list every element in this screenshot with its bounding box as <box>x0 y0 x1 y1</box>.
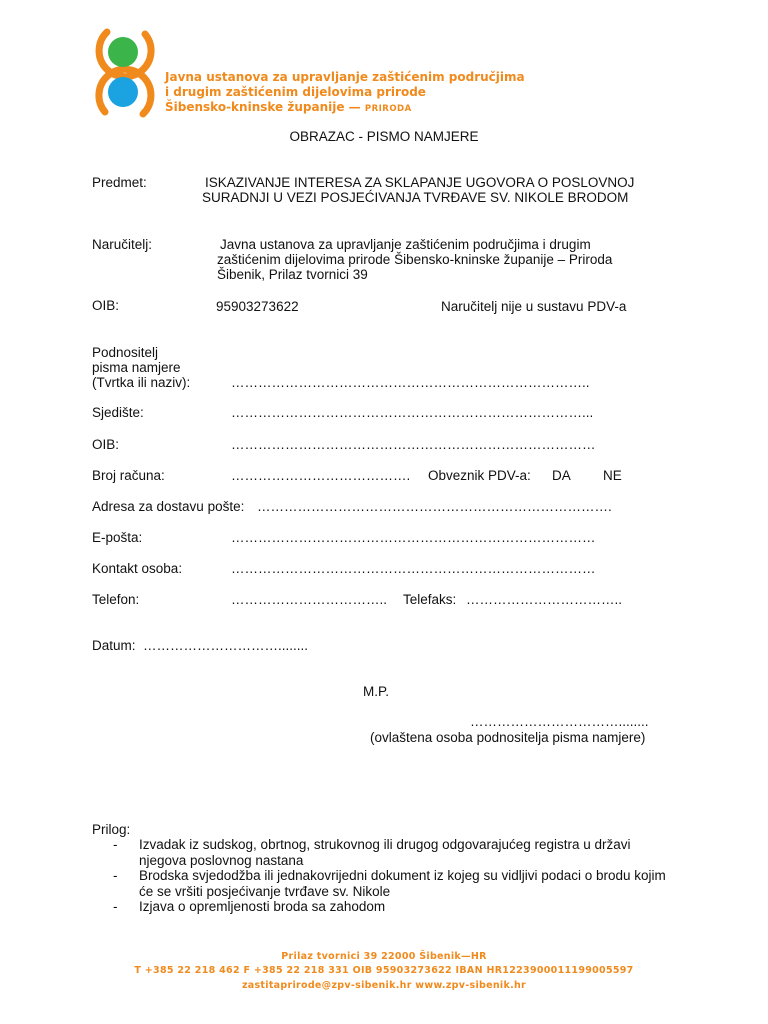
signature-caption: (ovlaštena osoba podnositelja pisma namjere) <box>370 730 646 745</box>
prilog-label: Prilog: <box>92 822 131 837</box>
kontakt-field[interactable]: ……………………………………………………………………… <box>231 561 596 576</box>
podnositelj-label-2: pisma namjere <box>92 360 181 375</box>
podnositelj-oib-label: OIB: <box>92 437 120 452</box>
adresa-label: Adresa za dostavu pošte: <box>92 499 245 514</box>
mp-stamp-label: M.P. <box>363 684 390 699</box>
telefon-field[interactable]: …………………………….. <box>231 592 388 607</box>
obveznik-pdv-label: Obveznik PDV-a: <box>428 468 531 483</box>
footer-address: Prilaz tvornici 39 22000 Šibenik—HR <box>281 951 487 962</box>
podnositelj-field[interactable]: …………………………………………………………………….. <box>231 375 590 390</box>
prilog-item <box>113 837 696 869</box>
narucitelj-line-3: Šibenik, Prilaz tvornici 39 <box>217 267 368 282</box>
footer-web: zastitaprirode@zpv-sibenik.hr www.zpv-sibenik.hr <box>241 980 527 991</box>
sjediste-field[interactable]: ……………………………………………………………………... <box>231 405 594 420</box>
organization-name <box>165 70 525 117</box>
oib-value: 95903273622 <box>216 299 299 314</box>
datum-field[interactable]: …………………………........ <box>143 638 309 653</box>
list-dash: - <box>113 868 118 883</box>
list-dash: - <box>113 899 118 914</box>
broj-racuna-field[interactable]: …………………………………. <box>231 468 411 483</box>
oib-label: OIB: <box>92 298 120 313</box>
signature-line[interactable]: ……………………………........ <box>470 714 649 729</box>
podnositelj-oib-field[interactable]: ……………………………………………………………………… <box>231 437 596 452</box>
pdv-option-ne[interactable]: NE <box>603 468 622 483</box>
org-line-2: i drugim zaštićenim dijelovima prirode <box>165 85 426 99</box>
sjediste-label: Sjedište: <box>92 405 144 420</box>
pdv-option-da[interactable]: DA <box>552 468 571 483</box>
org-line-3: Šibensko-kninske županije — <box>165 100 361 114</box>
prilog-item-line-1: Izjava o opremljenosti broda sa zahodom <box>139 899 386 914</box>
org-brand: PRIRODA <box>364 104 412 114</box>
prilog-item <box>113 868 696 900</box>
organization-logo <box>93 22 157 126</box>
document-title: OBRAZAC - PISMO NAMJERE <box>289 129 479 144</box>
list-dash: - <box>113 837 118 852</box>
prilog-item <box>113 899 696 915</box>
prilog-item-line-1: Brodska svjedodžba ili jednakovrijedni dokument iz kojeg su vidljivi podaci o brodu kojim <box>139 868 666 883</box>
prilog-item-line-2: će se vršiti posjećivanje tvrđave sv. Nikole <box>139 884 391 899</box>
pdv-note: Naručitelj nije u sustavu PDV-a <box>441 299 627 314</box>
predmet-line-2: SURADNJI U VEZI POSJEĆIVANJA TVRĐAVE SV. NIKOLE BRODOM <box>202 190 629 205</box>
narucitelj-line-1: Javna ustanova za upravljanje zaštićenim područjima i drugim <box>220 237 591 252</box>
broj-racuna-label: Broj računa: <box>92 468 165 483</box>
footer-contacts: T +385 22 218 462 F +385 22 218 331 OIB 95903273622 IBAN HR1223900011199005597 <box>134 965 634 976</box>
narucitelj-line-2: zaštićenim dijelovima prirode Šibensko-kninske županije – Priroda <box>217 252 613 267</box>
narucitelj-label: Naručitelj: <box>92 237 153 252</box>
predmet-label: Predmet: <box>92 175 147 190</box>
kontakt-label: Kontakt osoba: <box>92 561 183 576</box>
predmet-line-1: ISKAZIVANJE INTERESA ZA SKLAPANJE UGOVORA O POSLOVNOJ <box>205 175 635 190</box>
prilog-item-line-1: Izvadak iz sudskog, obrtnog, strukovnog ili drugog odgovarajućeg registra u državi <box>139 837 631 852</box>
eposta-field[interactable]: ……………………………………………………………………… <box>231 530 596 545</box>
org-line-1: Javna ustanova za upravljanje zaštićenim područjima <box>165 70 525 84</box>
prilog-item-line-2: njegova poslovnog nastana <box>139 853 304 868</box>
telefaks-label: Telefaks: <box>403 592 457 607</box>
datum-label: Datum: <box>92 638 136 653</box>
telefaks-field[interactable]: …………………………….. <box>466 592 623 607</box>
eposta-label: E-pošta: <box>92 530 143 545</box>
podnositelj-label-1: Podnositelj <box>92 345 159 360</box>
telefon-label: Telefon: <box>92 592 140 607</box>
adresa-field[interactable]: ……………………………………………………………………. <box>257 499 612 514</box>
podnositelj-label-3: (Tvrtka ili naziv): <box>92 375 191 390</box>
